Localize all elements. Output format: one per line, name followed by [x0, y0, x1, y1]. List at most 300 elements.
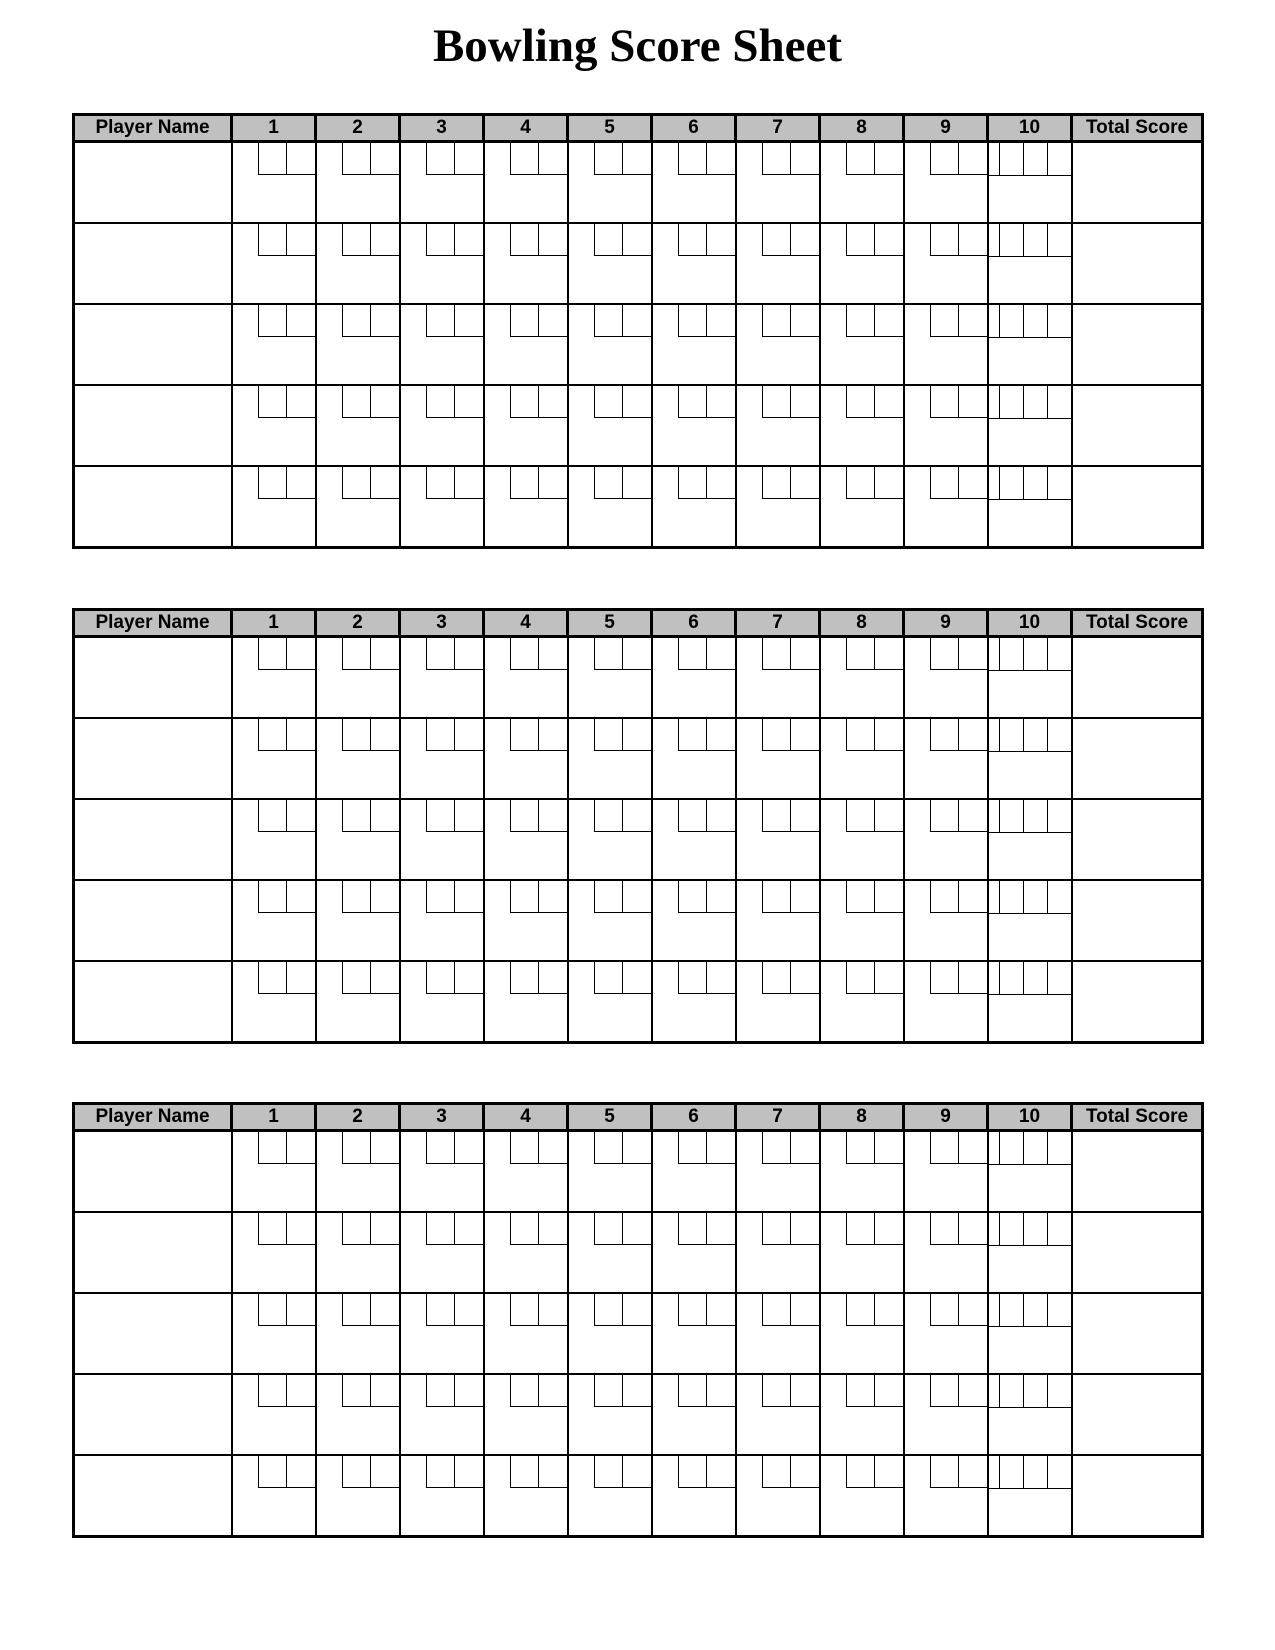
- throw-box: [846, 305, 875, 337]
- throw-box: [706, 881, 735, 913]
- frame-cell-9: [904, 223, 988, 304]
- total-score-cell: [1072, 1455, 1203, 1537]
- throw-box: [538, 305, 567, 337]
- throw-box: [510, 143, 539, 175]
- throw-boxes: [594, 305, 651, 337]
- throw-box: [762, 1213, 791, 1245]
- throw-box: [930, 962, 959, 994]
- throw-box: [1023, 224, 1047, 256]
- frame-cell-5: [568, 223, 652, 304]
- throw-box: [622, 1375, 651, 1407]
- throw-box: [958, 305, 987, 337]
- throw-box: [258, 638, 287, 670]
- throw-boxes: [342, 1294, 399, 1326]
- header-row: [74, 610, 1203, 637]
- throw-boxes: [678, 386, 735, 418]
- throw-boxes: [594, 800, 651, 832]
- throw-boxes: [930, 800, 987, 832]
- frame-cell-1: [232, 718, 316, 799]
- throw-boxes: [510, 1294, 567, 1326]
- throw-box: [370, 1294, 399, 1326]
- throw-box: [790, 224, 819, 256]
- throw-boxes: [510, 224, 567, 256]
- throw-box: [258, 719, 287, 751]
- throw-boxes: [510, 1213, 567, 1245]
- frame-header-7: 7: [736, 1104, 820, 1131]
- throw-box: [706, 638, 735, 670]
- throw-box: [454, 881, 483, 913]
- frame-cell-7: [736, 718, 820, 799]
- throw-box: [762, 1375, 791, 1407]
- throw-box: [790, 1294, 819, 1326]
- throw-box: [370, 143, 399, 175]
- throw-box: [762, 719, 791, 751]
- throw-box: [342, 143, 371, 175]
- frame-cell-6: [652, 961, 736, 1043]
- frame-cell-7: [736, 223, 820, 304]
- frame-cell-10: [988, 385, 1072, 466]
- throw-box: [930, 467, 959, 499]
- throw-box: [594, 800, 623, 832]
- throw-boxes: [594, 224, 651, 256]
- frame-cell-1: [232, 1455, 316, 1537]
- throw-box: [1047, 1375, 1071, 1407]
- throw-boxes: [930, 638, 987, 670]
- throw-box: [762, 305, 791, 337]
- frame-cell-4: [484, 142, 568, 224]
- throw-boxes: [342, 1132, 399, 1164]
- throw-boxes: [762, 1375, 819, 1407]
- throw-box: [538, 881, 567, 913]
- player-name-cell: [74, 1374, 232, 1455]
- throw-box: [1047, 800, 1071, 832]
- throw-box: [874, 1375, 903, 1407]
- frame-cell-8: [820, 1131, 904, 1213]
- frame-cell-2: [316, 385, 400, 466]
- throw-box: [622, 1132, 651, 1164]
- throw-box: [258, 224, 287, 256]
- throw-box: [790, 1132, 819, 1164]
- frame-cell-5: [568, 1455, 652, 1537]
- throw-boxes: [930, 1456, 987, 1488]
- player-rows: [74, 142, 1203, 548]
- throw-box: [370, 467, 399, 499]
- frame-header-10: 10: [988, 115, 1072, 142]
- player-name-cell: [74, 385, 232, 466]
- throw-box: [958, 143, 987, 175]
- throw-box: [762, 800, 791, 832]
- frame-cell-10: [988, 799, 1072, 880]
- frame-cell-3: [400, 142, 484, 224]
- frame-header-2: 2: [316, 115, 400, 142]
- frame-cell-8: [820, 466, 904, 548]
- throw-boxes: [510, 305, 567, 337]
- frame-cell-5: [568, 880, 652, 961]
- frame-cell-7: [736, 1374, 820, 1455]
- player-row-2: [74, 718, 1203, 799]
- throw-box: [1023, 1132, 1047, 1164]
- player-row-1: [74, 637, 1203, 719]
- frame-cell-3: [400, 1455, 484, 1537]
- throw-boxes-tenth-frame: [989, 305, 1071, 338]
- frame-cell-4: [484, 799, 568, 880]
- throw-boxes: [510, 881, 567, 913]
- throw-box: [762, 1456, 791, 1488]
- total-score-cell: [1072, 142, 1203, 224]
- frame-cell-2: [316, 1212, 400, 1293]
- frame-cell-3: [400, 637, 484, 719]
- throw-box: [538, 1456, 567, 1488]
- frame-cell-7: [736, 1455, 820, 1537]
- throw-box: [454, 1132, 483, 1164]
- throw-box: [342, 1294, 371, 1326]
- throw-box: [258, 386, 287, 418]
- player-name-header: Player Name: [74, 610, 232, 637]
- throw-box: [999, 800, 1023, 832]
- throw-box: [258, 143, 287, 175]
- throw-box: [958, 719, 987, 751]
- throw-boxes: [342, 1375, 399, 1407]
- throw-boxes-tenth-frame: [989, 638, 1071, 671]
- throw-boxes: [594, 386, 651, 418]
- throw-boxes: [426, 305, 483, 337]
- throw-boxes: [930, 386, 987, 418]
- throw-box: [286, 305, 315, 337]
- frame-cell-9: [904, 1131, 988, 1213]
- frame-cell-9: [904, 385, 988, 466]
- throw-box: [286, 467, 315, 499]
- throw-box: [874, 1294, 903, 1326]
- throw-box: [762, 467, 791, 499]
- throw-box: [426, 881, 455, 913]
- throw-boxes: [678, 305, 735, 337]
- total-score-cell: [1072, 799, 1203, 880]
- throw-boxes: [762, 1294, 819, 1326]
- throw-box: [790, 962, 819, 994]
- throw-box: [426, 1456, 455, 1488]
- throw-box: [678, 467, 707, 499]
- frame-header-6: 6: [652, 115, 736, 142]
- throw-box: [874, 143, 903, 175]
- frame-header-4: 4: [484, 610, 568, 637]
- throw-box: [454, 1294, 483, 1326]
- throw-box: [594, 467, 623, 499]
- total-score-cell: [1072, 1293, 1203, 1374]
- player-row-1: [74, 1131, 1203, 1213]
- throw-box: [510, 1375, 539, 1407]
- frame-cell-2: [316, 799, 400, 880]
- throw-boxes-tenth-frame: [989, 224, 1071, 257]
- throw-box: [874, 1132, 903, 1164]
- throw-box: [510, 1456, 539, 1488]
- throw-boxes: [846, 719, 903, 751]
- frame-cell-3: [400, 880, 484, 961]
- frame-cell-6: [652, 637, 736, 719]
- throw-box: [999, 305, 1023, 337]
- throw-boxes: [258, 719, 315, 751]
- frame-header-10: 10: [988, 1104, 1072, 1131]
- throw-box: [999, 1375, 1023, 1407]
- throw-boxes: [678, 638, 735, 670]
- frame-cell-9: [904, 799, 988, 880]
- throw-boxes: [762, 143, 819, 175]
- throw-box: [706, 962, 735, 994]
- throw-box: [426, 1294, 455, 1326]
- throw-box: [958, 638, 987, 670]
- frame-cell-10: [988, 880, 1072, 961]
- throw-boxes: [930, 719, 987, 751]
- frame-cell-3: [400, 718, 484, 799]
- frame-cell-10: [988, 961, 1072, 1043]
- throw-box: [1023, 1294, 1047, 1326]
- player-name-cell: [74, 718, 232, 799]
- throw-box: [706, 1213, 735, 1245]
- throw-boxes: [930, 1294, 987, 1326]
- throw-boxes-tenth-frame: [989, 467, 1071, 500]
- throw-boxes: [678, 1456, 735, 1488]
- throw-boxes: [342, 1456, 399, 1488]
- throw-box: [930, 224, 959, 256]
- frame-cell-7: [736, 142, 820, 224]
- throw-boxes-tenth-frame: [989, 1375, 1071, 1408]
- throw-box: [510, 386, 539, 418]
- throw-box: [678, 962, 707, 994]
- frame-cell-7: [736, 799, 820, 880]
- frame-cell-6: [652, 142, 736, 224]
- throw-box: [286, 962, 315, 994]
- frame-cell-4: [484, 385, 568, 466]
- throw-boxes: [762, 1213, 819, 1245]
- throw-box: [678, 305, 707, 337]
- throw-box: [958, 224, 987, 256]
- frame-cell-4: [484, 1455, 568, 1537]
- frame-cell-8: [820, 142, 904, 224]
- frame-cell-6: [652, 1374, 736, 1455]
- total-score-cell: [1072, 961, 1203, 1043]
- frame-header-9: 9: [904, 115, 988, 142]
- throw-box: [622, 1213, 651, 1245]
- throw-boxes: [258, 1375, 315, 1407]
- throw-boxes: [342, 386, 399, 418]
- throw-boxes-tenth-frame: [989, 143, 1071, 176]
- throw-box: [454, 638, 483, 670]
- player-name-cell: [74, 961, 232, 1043]
- throw-box: [706, 719, 735, 751]
- frame-cell-4: [484, 304, 568, 385]
- throw-box: [874, 800, 903, 832]
- throw-box: [510, 1213, 539, 1245]
- throw-boxes: [846, 1132, 903, 1164]
- throw-box: [426, 638, 455, 670]
- frame-cell-1: [232, 385, 316, 466]
- throw-boxes: [258, 1213, 315, 1245]
- throw-boxes: [426, 719, 483, 751]
- frame-cell-9: [904, 1374, 988, 1455]
- throw-box: [454, 1213, 483, 1245]
- frame-cell-3: [400, 223, 484, 304]
- throw-box: [286, 1213, 315, 1245]
- frame-cell-4: [484, 466, 568, 548]
- frame-cell-1: [232, 304, 316, 385]
- frame-cell-2: [316, 1374, 400, 1455]
- throw-boxes: [846, 638, 903, 670]
- throw-box: [790, 305, 819, 337]
- throw-box: [930, 800, 959, 832]
- throw-boxes: [342, 800, 399, 832]
- throw-box: [1047, 1456, 1071, 1488]
- throw-box: [258, 1294, 287, 1326]
- throw-box: [454, 800, 483, 832]
- throw-box: [510, 1132, 539, 1164]
- frame-cell-10: [988, 637, 1072, 719]
- frame-cell-2: [316, 304, 400, 385]
- throw-box: [594, 1375, 623, 1407]
- throw-box: [454, 719, 483, 751]
- frame-cell-1: [232, 466, 316, 548]
- throw-box: [790, 638, 819, 670]
- frame-cell-1: [232, 799, 316, 880]
- throw-box: [678, 143, 707, 175]
- throw-boxes: [258, 1294, 315, 1326]
- throw-boxes: [426, 386, 483, 418]
- frame-cell-1: [232, 1212, 316, 1293]
- total-score-cell: [1072, 223, 1203, 304]
- throw-boxes: [510, 467, 567, 499]
- throw-box: [846, 467, 875, 499]
- throw-box: [706, 1132, 735, 1164]
- throw-boxes: [594, 1132, 651, 1164]
- throw-box: [426, 467, 455, 499]
- total-score-cell: [1072, 637, 1203, 719]
- throw-box: [342, 1375, 371, 1407]
- frame-cell-2: [316, 1455, 400, 1537]
- throw-boxes: [594, 467, 651, 499]
- player-name-cell: [74, 304, 232, 385]
- frame-cell-2: [316, 1293, 400, 1374]
- frame-header-7: 7: [736, 610, 820, 637]
- throw-boxes: [426, 1294, 483, 1326]
- throw-boxes: [930, 143, 987, 175]
- frame-cell-3: [400, 385, 484, 466]
- throw-box: [370, 800, 399, 832]
- throw-box: [930, 305, 959, 337]
- throw-boxes: [426, 224, 483, 256]
- frame-cell-3: [400, 1131, 484, 1213]
- throw-box: [538, 800, 567, 832]
- frame-cell-2: [316, 142, 400, 224]
- throw-boxes: [846, 224, 903, 256]
- throw-box: [286, 143, 315, 175]
- frame-cell-4: [484, 1293, 568, 1374]
- throw-box: [874, 881, 903, 913]
- throw-boxes: [846, 962, 903, 994]
- throw-boxes-tenth-frame: [989, 386, 1071, 419]
- throw-box: [370, 386, 399, 418]
- frame-header-5: 5: [568, 1104, 652, 1131]
- throw-box: [930, 386, 959, 418]
- throw-boxes: [678, 1375, 735, 1407]
- throw-box: [1023, 962, 1047, 994]
- throw-box: [999, 881, 1023, 913]
- throw-box: [342, 467, 371, 499]
- player-name-cell: [74, 880, 232, 961]
- frame-cell-5: [568, 1131, 652, 1213]
- frame-cell-7: [736, 1212, 820, 1293]
- frame-cell-10: [988, 223, 1072, 304]
- throw-box: [790, 467, 819, 499]
- throw-box: [846, 143, 875, 175]
- throw-box: [426, 962, 455, 994]
- frame-cell-2: [316, 223, 400, 304]
- player-row-3: [74, 304, 1203, 385]
- frame-cell-8: [820, 304, 904, 385]
- throw-box: [874, 224, 903, 256]
- frame-cell-4: [484, 718, 568, 799]
- total-score-header: Total Score: [1072, 610, 1203, 637]
- player-rows: [74, 637, 1203, 1043]
- frame-cell-5: [568, 304, 652, 385]
- throw-box: [1047, 1132, 1071, 1164]
- throw-box: [706, 386, 735, 418]
- throw-box: [370, 1132, 399, 1164]
- player-name-cell: [74, 1131, 232, 1213]
- frame-cell-5: [568, 718, 652, 799]
- player-name-header: Player Name: [74, 1104, 232, 1131]
- frame-cell-5: [568, 961, 652, 1043]
- throw-box: [874, 962, 903, 994]
- throw-boxes: [342, 1213, 399, 1245]
- throw-boxes: [762, 881, 819, 913]
- throw-box: [426, 1213, 455, 1245]
- frame-cell-8: [820, 961, 904, 1043]
- throw-box: [258, 1132, 287, 1164]
- throw-box: [678, 1456, 707, 1488]
- throw-box: [999, 143, 1023, 175]
- player-name-header: Player Name: [74, 115, 232, 142]
- throw-box: [1023, 467, 1047, 499]
- throw-box: [790, 1456, 819, 1488]
- throw-box: [258, 1456, 287, 1488]
- frame-header-8: 8: [820, 1104, 904, 1131]
- throw-boxes: [510, 638, 567, 670]
- total-score-cell: [1072, 1212, 1203, 1293]
- throw-boxes: [594, 638, 651, 670]
- throw-box: [678, 1213, 707, 1245]
- throw-box: [454, 386, 483, 418]
- throw-boxes: [258, 1132, 315, 1164]
- throw-box: [370, 1213, 399, 1245]
- throw-box: [930, 1132, 959, 1164]
- throw-box: [538, 638, 567, 670]
- frame-cell-9: [904, 1455, 988, 1537]
- throw-box: [342, 1456, 371, 1488]
- throw-boxes: [426, 467, 483, 499]
- throw-box: [846, 1375, 875, 1407]
- throw-boxes: [258, 224, 315, 256]
- frame-cell-10: [988, 1374, 1072, 1455]
- frame-header-8: 8: [820, 610, 904, 637]
- throw-boxes: [342, 224, 399, 256]
- frame-header-7: 7: [736, 115, 820, 142]
- throw-box: [1047, 1294, 1071, 1326]
- frame-cell-1: [232, 961, 316, 1043]
- throw-boxes-tenth-frame: [989, 1294, 1071, 1327]
- throw-boxes: [594, 962, 651, 994]
- throw-box: [286, 224, 315, 256]
- throw-box: [538, 719, 567, 751]
- throw-box: [510, 224, 539, 256]
- score-table-2: [72, 608, 1204, 1044]
